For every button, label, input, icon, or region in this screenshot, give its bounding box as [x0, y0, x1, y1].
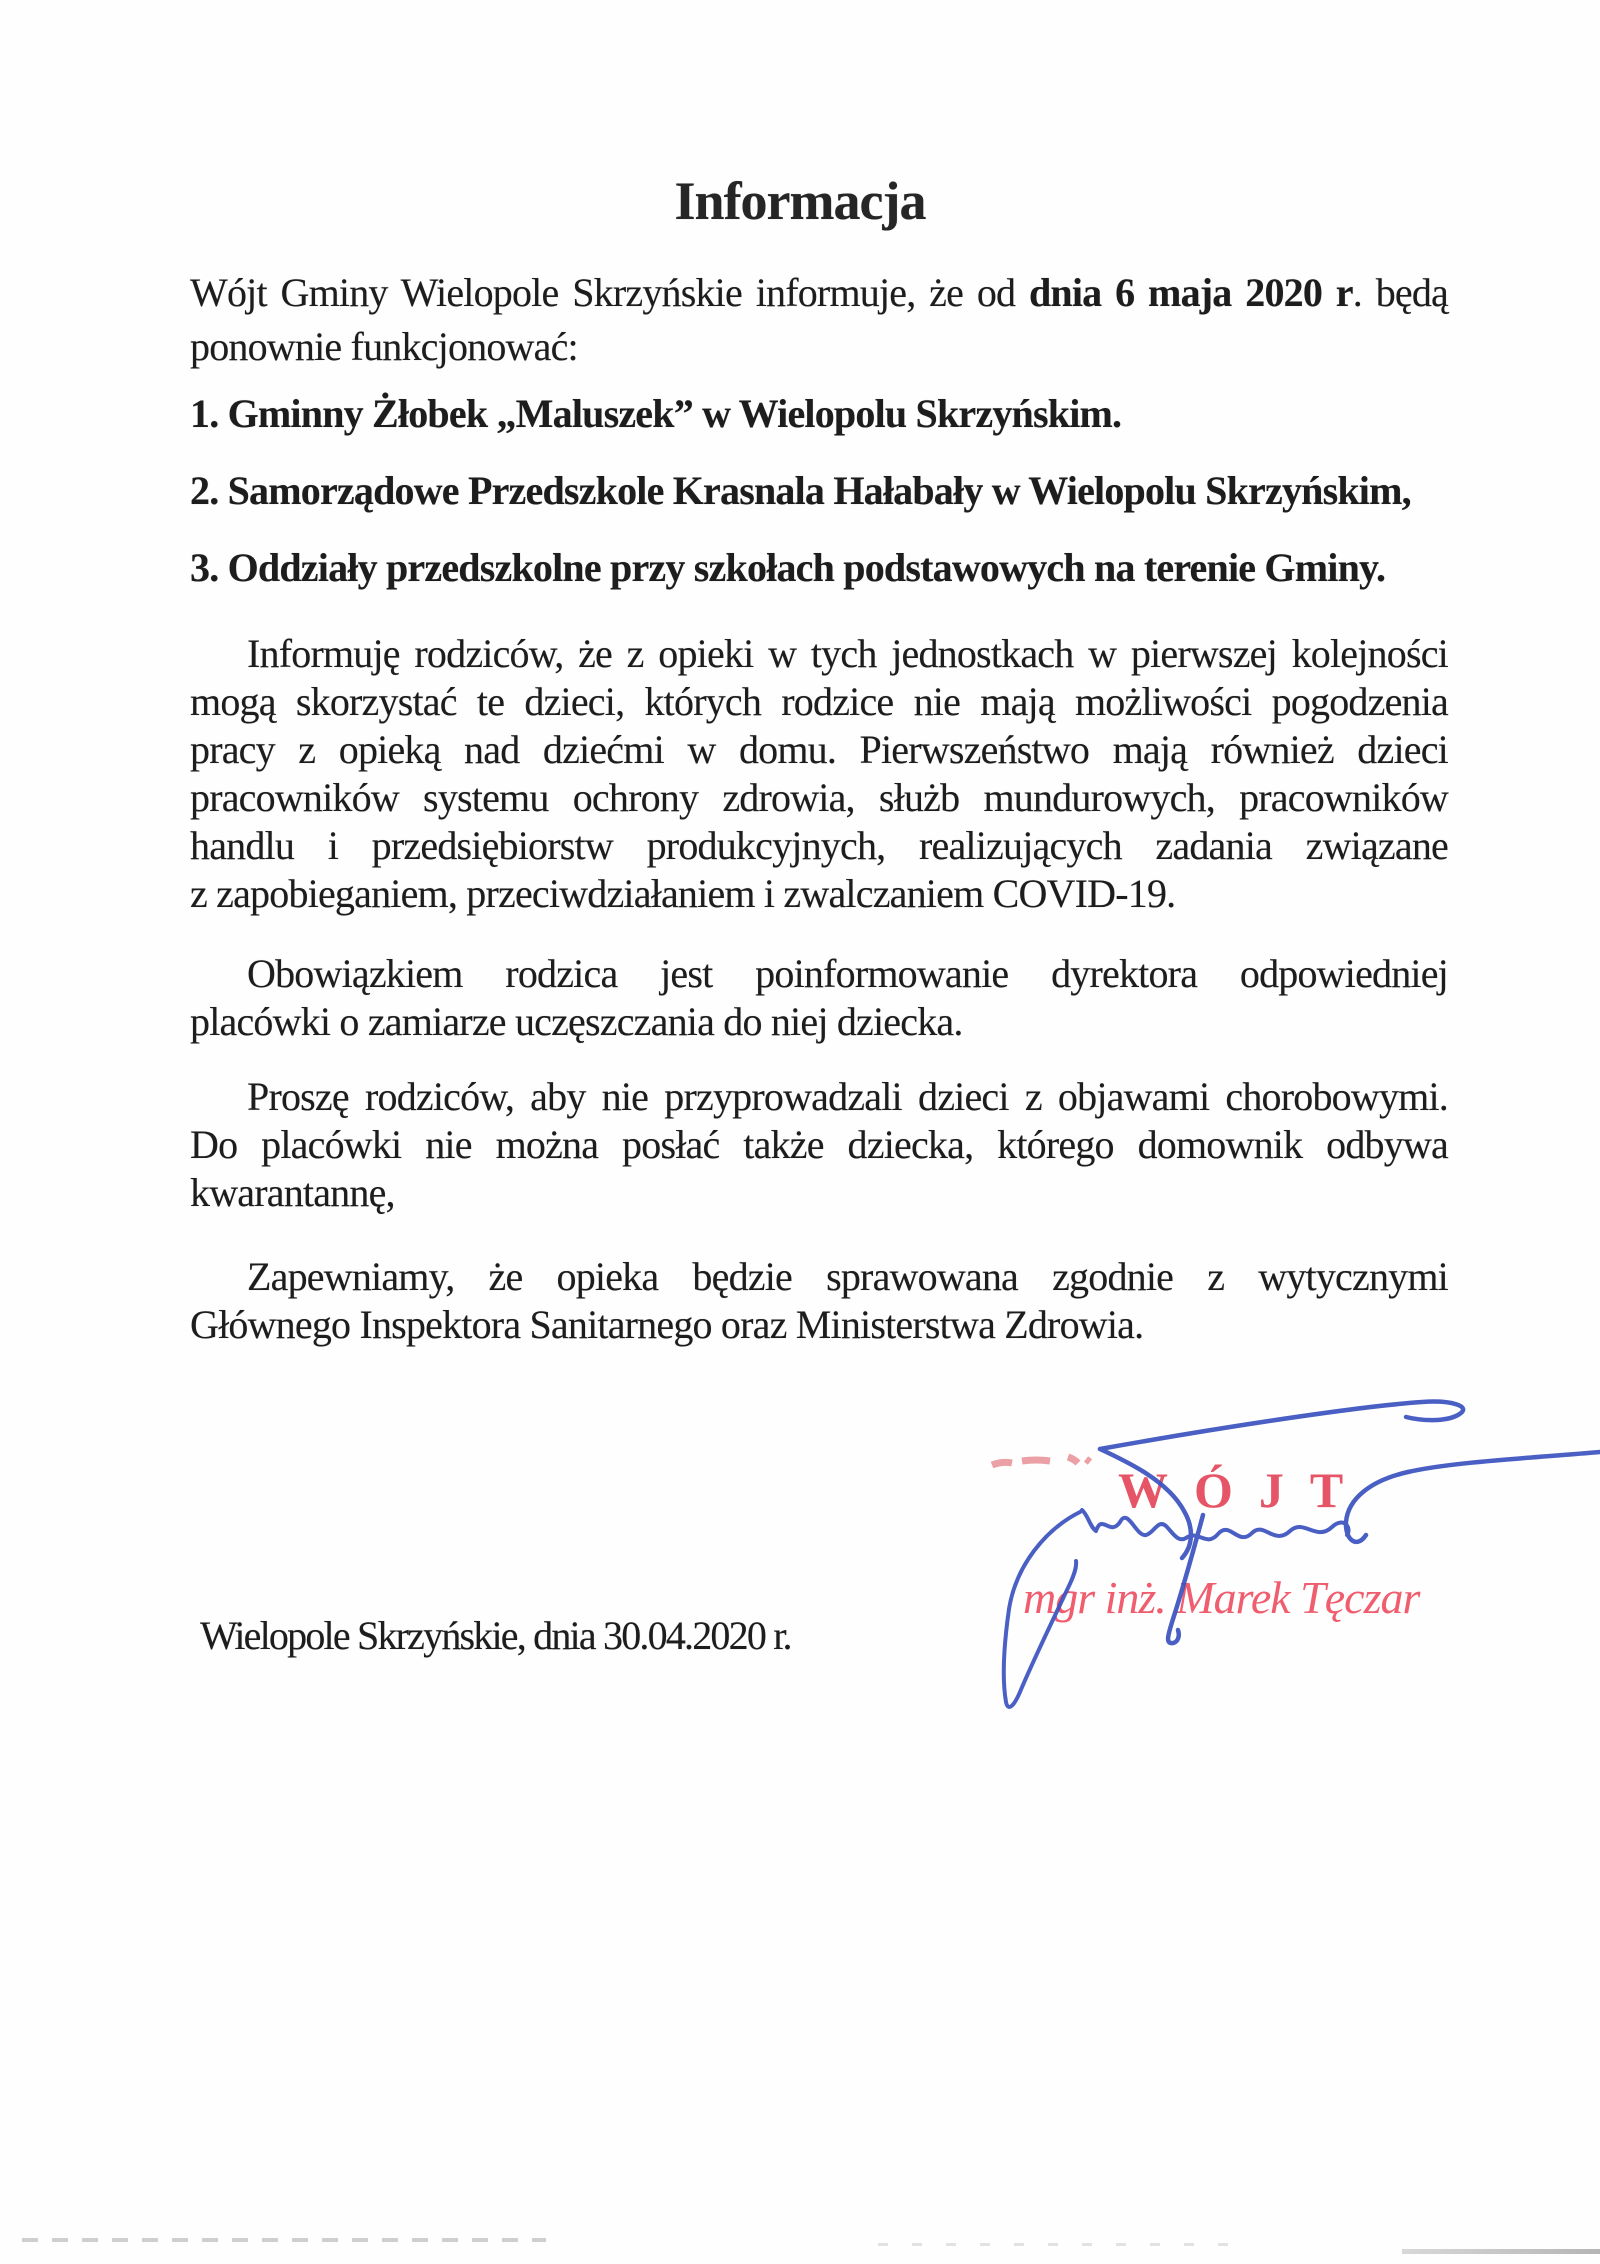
paragraph-line: Do placówki nie można posłać także dziecka, którego domownik odbywa: [190, 1122, 1448, 1167]
paragraph-line: Proszę rodziców, aby nie przyprowadzali dzieci z objawami chorobowymi.: [247, 1074, 1448, 1119]
facilities-list: [190, 392, 1500, 623]
scan-artifact-corner: [1402, 2249, 1600, 2254]
intro-line-2: ponownie funkcjonować:: [190, 324, 578, 369]
list-item-zlobek: 1. Gminny Żłobek „Maluszek” w Wielopolu Skrzyńskim.: [190, 391, 1122, 436]
intro-text-end: . będą: [1352, 270, 1448, 315]
paragraph-line: Głównego Inspektora Sanitarnego oraz Ministerstwa Zdrowia.: [190, 1302, 1144, 1347]
scan-artifact-left: [22, 2238, 546, 2242]
stamp-smudge: [992, 1457, 1090, 1465]
stamp-title-wojt: WÓJT: [1118, 1462, 1370, 1518]
paragraph-line: handlu i przedsiębiorstw produkcyjnych, realizujących zadania związane: [190, 823, 1448, 868]
health-warning-paragraph: [190, 1073, 1448, 1217]
paragraph-line: mogą skorzystać te dzieci, których rodzice nie mają możliwości pogodzenia: [190, 679, 1448, 724]
stamp-name: mgr inż. Marek Tęczar: [1023, 1572, 1420, 1623]
ink-signature: [1004, 1402, 1600, 1707]
paragraph-line: pracy z opieką nad dziećmi w domu. Pierwszeństwo mają również dzieci: [190, 727, 1448, 772]
paragraph-line: Zapewniamy, że opieka będzie sprawowana zgodnie z wytycznymi: [247, 1254, 1448, 1299]
assurance-paragraph: [190, 1253, 1448, 1349]
intro-text: Wójt Gminy Wielopole Skrzyńskie informuje, że od: [190, 270, 1029, 315]
list-item-oddzialy: 3. Oddziały przedszkolne przy szkołach podstawowych na terenie Gminy.: [190, 545, 1386, 590]
paragraph-line: kwarantannę,: [190, 1170, 395, 1215]
list-item-przedszkole: 2. Samorządowe Przedszkole Krasnala Hałabały w Wielopolu Skrzyńskim,: [190, 468, 1411, 513]
scan-artifact-middle: [878, 2243, 1240, 2246]
obligation-paragraph: [190, 950, 1448, 1046]
page-title: Informacja: [674, 171, 926, 231]
paragraph-line: Obowiązkiem rodzica jest poinformowanie dyrektora odpowiedniej: [247, 951, 1448, 996]
paragraph-line: placówki o zamiarze uczęszczania do niej dziecka.: [190, 999, 963, 1044]
intro-line-1: [190, 266, 1448, 320]
signature-block: [930, 1385, 1600, 1725]
paragraph-line: pracowników systemu ochrony zdrowia, służb mundurowych, pracowników: [190, 775, 1448, 820]
paragraph-line: Informuję rodziców, że z opieki w tych jednostkach w pierwszej kolejności: [247, 631, 1448, 676]
paragraph-line: z zapobieganiem, przeciwdziałaniem i zwalczaniem COVID-19.: [190, 871, 1176, 916]
intro-bold-date: dnia 6 maja 2020 r: [1028, 270, 1353, 315]
place-date-line: Wielopole Skrzyńskie, dnia 30.04.2020 r.: [200, 1613, 791, 1658]
priority-paragraph: [190, 630, 1448, 918]
intro-paragraph: [190, 266, 1448, 374]
